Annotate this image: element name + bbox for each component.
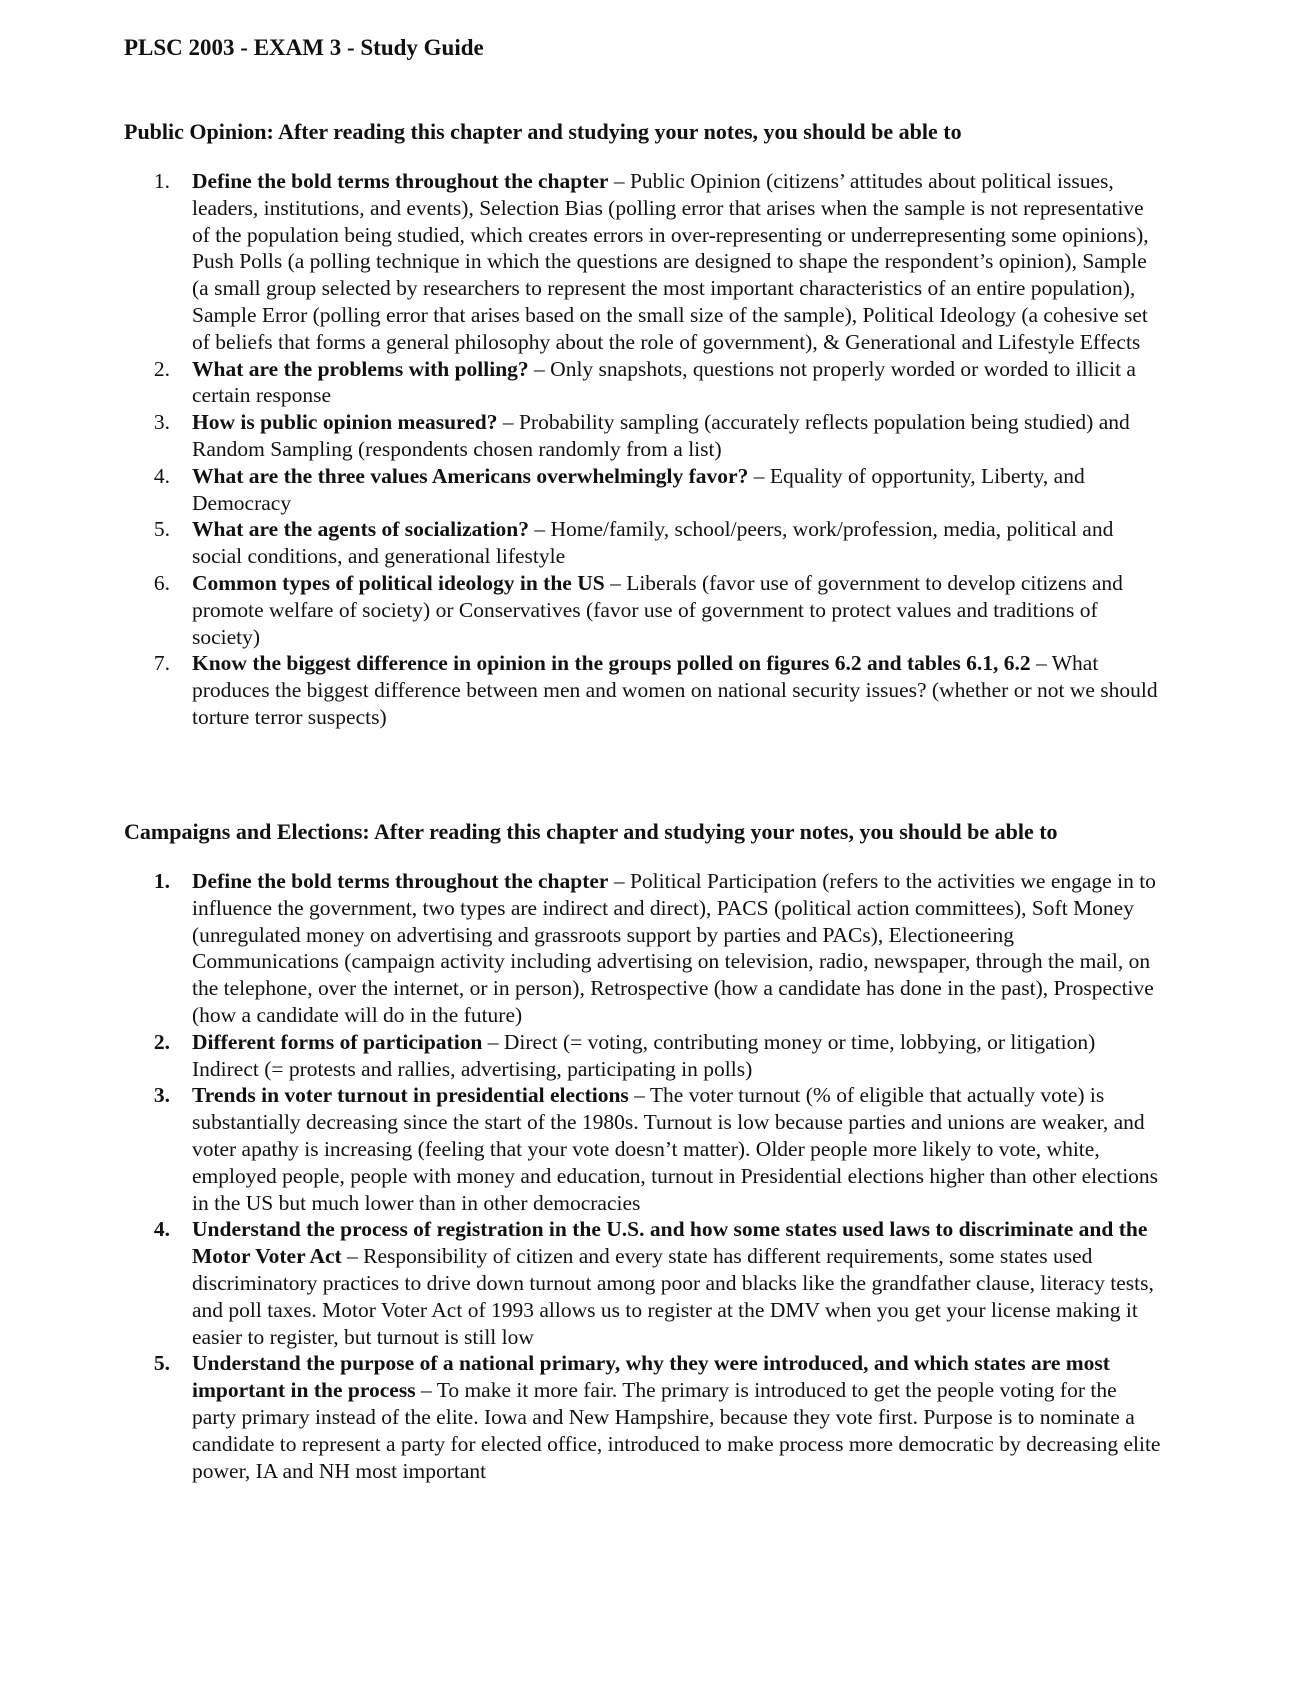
item-separator: – (604, 570, 627, 595)
item-body (192, 1216, 1164, 1350)
item-number: 3. (153, 410, 170, 435)
item-separator: – (415, 1378, 437, 1403)
item-lead: What are the agents of socialization? (192, 517, 529, 542)
item-number: 1. (153, 869, 170, 893)
item-body (192, 356, 1164, 410)
section-heading: Campaigns and Elections: After reading this chapter and studying your notes, you should be able to (124, 819, 1058, 844)
list-item (124, 409, 1164, 463)
item-number: 4. (153, 463, 170, 488)
item-text: Liberals (favor use of government to develop citizens and promote welfare of society) or Conservatives (favor use of government to protect values and traditions of society) (192, 570, 1123, 649)
item-number: 6. (153, 570, 170, 595)
list-item (124, 868, 1164, 1029)
item-body (192, 1350, 1164, 1484)
item-lead: Know the biggest difference in opinion in the groups polled on figures 6.2 and tables 6.1, 6.2 (192, 651, 1031, 676)
item-lead: Define the bold terms throughout the chapter (192, 169, 609, 193)
list-item (124, 1350, 1164, 1484)
item-number: 5. (153, 517, 170, 542)
item-lead: Understand the purpose of a national primary, why they were introduced, and which states are most important in the process (192, 1351, 1110, 1403)
item-lead: What are the three values Americans overwhelmingly favor? (192, 463, 749, 488)
item-separator: – (341, 1244, 364, 1269)
section-public-opinion (124, 118, 1164, 731)
item-separator: – (529, 517, 551, 542)
item-lead: Define the bold terms throughout the chapter (192, 869, 609, 893)
item-body (192, 1029, 1164, 1083)
item-text: What produces the biggest difference between men and women on national security issues? (whether or not we should torture terror suspects) (192, 651, 1158, 729)
item-separator: – (1030, 651, 1052, 676)
list-item (124, 463, 1164, 517)
item-separator: – (482, 1029, 504, 1054)
item-text: Only snapshots, questions not properly worded or worded to illicit a certain response (192, 356, 1136, 408)
list-item (124, 356, 1164, 410)
item-lead: Different forms of participation (192, 1029, 483, 1054)
list-item (124, 1029, 1164, 1083)
item-lead: Understand the process of registration in the U.S. and how some states used laws to discriminate and the Motor Voter Act (192, 1217, 1148, 1269)
item-lead: How is public opinion measured? (192, 410, 498, 435)
item-body (192, 516, 1164, 570)
item-lead: Trends in voter turnout in presidential elections (192, 1083, 629, 1108)
list-item (124, 570, 1164, 650)
item-text: The voter turnout (% of eligible that actually vote) is substantially decreasing since the start of the 1980s. Turnout is low because parties and unions are weaker, and voter apathy is increasing (feeling that your vote doesn’t matter). Older people more likely to vote, white, employed people, people with money and education, turnout in Presidential elections higher than other elections in the US but much lower than in other democracies (192, 1083, 1159, 1215)
item-lead: Common types of political ideology in the US (192, 570, 605, 595)
item-text: Home/family, school/peers, work/profession, media, political and social conditions, and generational lifestyle (192, 517, 1114, 569)
item-body (192, 409, 1164, 463)
item-body (192, 463, 1164, 517)
item-number: 4. (153, 1217, 170, 1242)
item-body (192, 868, 1164, 1029)
item-separator: – (528, 356, 551, 381)
item-text: Responsibility of citizen and every state has different requirements, some states used discriminatory practices to drive down turnout among poor and blacks like the grandfather clause, literacy tests, and poll taxes. Motor Voter Act of 1993 allows us to register at the DMV when you get your license making it easier to register, but turnout is still low (192, 1244, 1154, 1349)
list-item (124, 650, 1164, 730)
item-separator: – (497, 410, 519, 435)
item-text: Probability sampling (accurately reflects population being studied) and Random Sampling (respondents chosen randomly from a list) (192, 410, 1130, 461)
question-list (124, 168, 1164, 731)
item-text: To make it more fair. The primary is introduced to get the people voting for the party primary instead of the elite. Iowa and New Hampshire, because they vote first. Purpose is to nominate a candidate to represent a party for elected office, introduced to make process more democratic by decreasing elite power, IA and NH most important (192, 1378, 1161, 1483)
item-lead: What are the problems with polling? (192, 356, 529, 381)
item-number: 3. (153, 1083, 170, 1108)
item-number: 7. (153, 651, 170, 676)
item-number: 2. (153, 356, 170, 381)
item-text: Equality of opportunity, Liberty, and Democracy (192, 463, 1085, 515)
item-text: Public Opinion (citizens’ attitudes about political issues, leaders, institutions, and events), Selection Bias (polling error that arises when the sample is not representative of the population being studied, which creates errors in over-representing or underrepresenting some opinions), Push Polls (a polling technique in which the questions are designed to shape the respondent’s opinion), Sample (a small group selected by researchers to represent the most important characteristics of an entire population), Sample Error (polling error that arises based on the small size of the sample), Political Ideology (a cohesive set of beliefs that forms a general philosophy about the role of government), & Generational and Lifestyle Effects (192, 169, 1149, 354)
item-separator: – (748, 463, 770, 488)
list-item (124, 1216, 1164, 1350)
item-number: 5. (153, 1351, 170, 1376)
item-separator: – (608, 869, 630, 893)
list-item (124, 516, 1164, 570)
question-list (124, 868, 1164, 1484)
item-body (192, 168, 1164, 356)
list-item (124, 168, 1164, 356)
list-item (124, 1082, 1164, 1216)
item-text: Direct (= voting, contributing money or time, lobbying, or litigation) Indirect (= protests and rallies, advertising, participating in polls) (192, 1029, 1096, 1081)
item-body (192, 650, 1164, 730)
item-number: 1. (153, 169, 170, 193)
item-body (192, 570, 1164, 650)
item-separator: – (628, 1083, 650, 1108)
item-separator: – (608, 169, 630, 193)
item-number: 2. (153, 1029, 170, 1054)
item-body (192, 1082, 1164, 1216)
section-campaigns-elections (124, 818, 1164, 1484)
section-heading: Public Opinion: After reading this chapter and studying your notes, you should be able to (124, 119, 962, 144)
document-title: PLSC 2003 - EXAM 3 - Study Guide (124, 35, 484, 60)
item-text: Political Participation (refers to the activities we engage in to influence the government, two types are indirect and direct), PACS (political action committees), Soft Money (unregulated money on advertising and grassroots support by parties and PACs), Electioneering Communications (campaign activity including advertising on television, radio, newspaper, through the mail, on the telephone, over the internet, or in person), Retrospective (how a candidate has done in the past), Prospective (how a candidate will do in the future) (192, 869, 1156, 1027)
